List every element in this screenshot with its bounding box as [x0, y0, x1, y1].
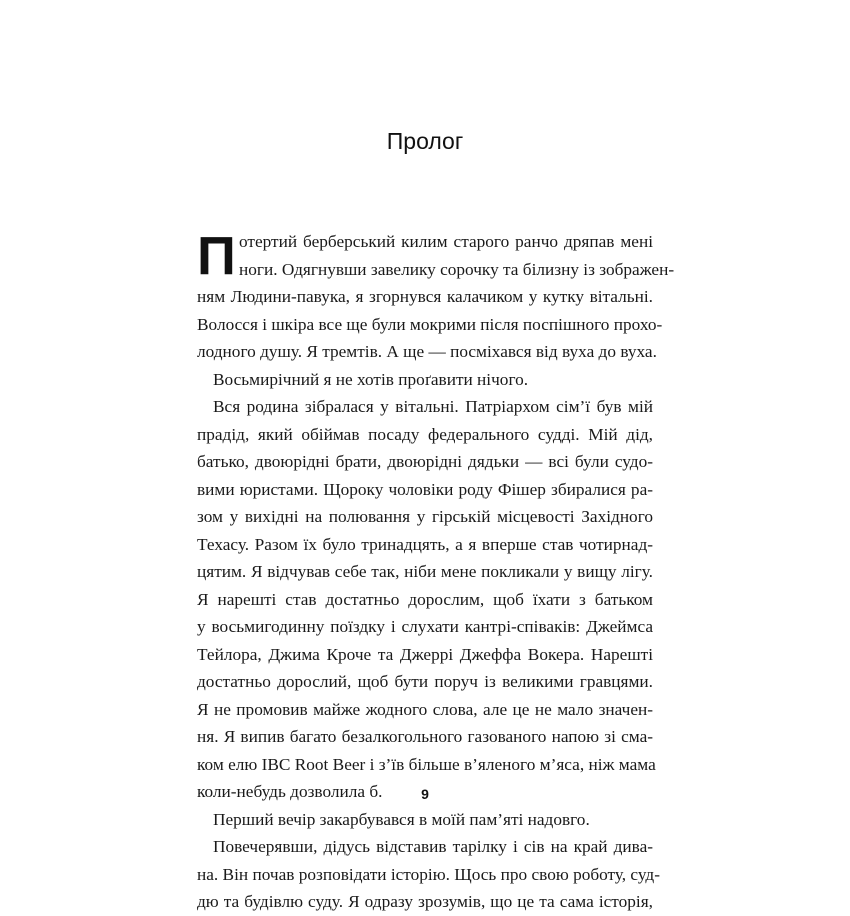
text-line: зом у вихідні на полювання у гірській місцевості Західного [197, 507, 653, 526]
text-line: ням Людини-павука, я згорнувся калачиком у кутку вітальні. [197, 287, 653, 306]
text-line: батько, двоюрідні брати, двоюрідні дядьки — всі були судо- [197, 452, 653, 471]
text-line: коли-небудь дозволила б. [197, 782, 383, 801]
text-line: у восьмигодинну поїздку і слухати кантрі-співаків: Джеймса [197, 617, 653, 636]
line-text: отертий берберський килим старого ранчо дряпав мені [239, 232, 653, 251]
text-line: прадід, який обіймав посаду федерального судді. Мій дід, [197, 424, 653, 444]
text-line: цятим. Я відчував себе так, ніби мене покликали у вищу лігу. [197, 562, 653, 581]
text-line: достатньо дорослий, щоб бути поруч із великими гравцями. [197, 672, 653, 691]
text-line: Восьмирічний я не хотів проґавити нічого. [213, 369, 529, 389]
text-line: дю та будівлю суду. Я одразу зрозумів, що це та сама історія, [197, 892, 653, 911]
chapter-title: Пролог [386, 128, 464, 154]
text-line: Вся родина зібралася у вітальні. Патріархом сім’ї був мій [213, 397, 653, 416]
text-line: Техасу. Разом їх було тринадцять, а я вперше став чотирнад- [197, 534, 653, 554]
text-line: ком елю IBC Root Beer і з’їв більше в’яленого м’яса, ніж мама [197, 754, 656, 774]
text-line: ня. Я випив багато безалкогольного газованого напою зі сма- [197, 727, 653, 746]
text-line: Я не промовив майже жодного слова, але це не мало значен- [197, 699, 653, 719]
text-line: на. Він почав розповідати історію. Щось про свою роботу, суд- [197, 864, 660, 884]
drop-cap: П [197, 226, 236, 286]
text-line: Перший вечір закарбувався в моїй пам’яті надовго. [213, 809, 590, 829]
page-number: 9 [421, 786, 429, 802]
text-line: ноги. Одягнувши завелику сорочку та білизну із зображен- [239, 259, 675, 279]
body-text [197, 226, 675, 916]
text-line: Волосся і шкіра все ще були мокрими після поспішного прохо- [197, 314, 663, 334]
text-line: вими юристами. Щороку чоловіки роду Фішер збиралися ра- [197, 479, 653, 499]
text-line: Повечерявши, дідусь відставив тарілку і сів на край дива- [213, 837, 653, 856]
text-line: Я нарешті став достатньо дорослим, щоб їхати з батьком [197, 589, 653, 609]
text-line: Тейлора, Джима Кроче та Джеррі Джеффа Вокера. Нарешті [197, 644, 653, 664]
text-line: лодного душу. Я тремтів. А ще — посміхався від вуха до вуха. [197, 342, 657, 361]
